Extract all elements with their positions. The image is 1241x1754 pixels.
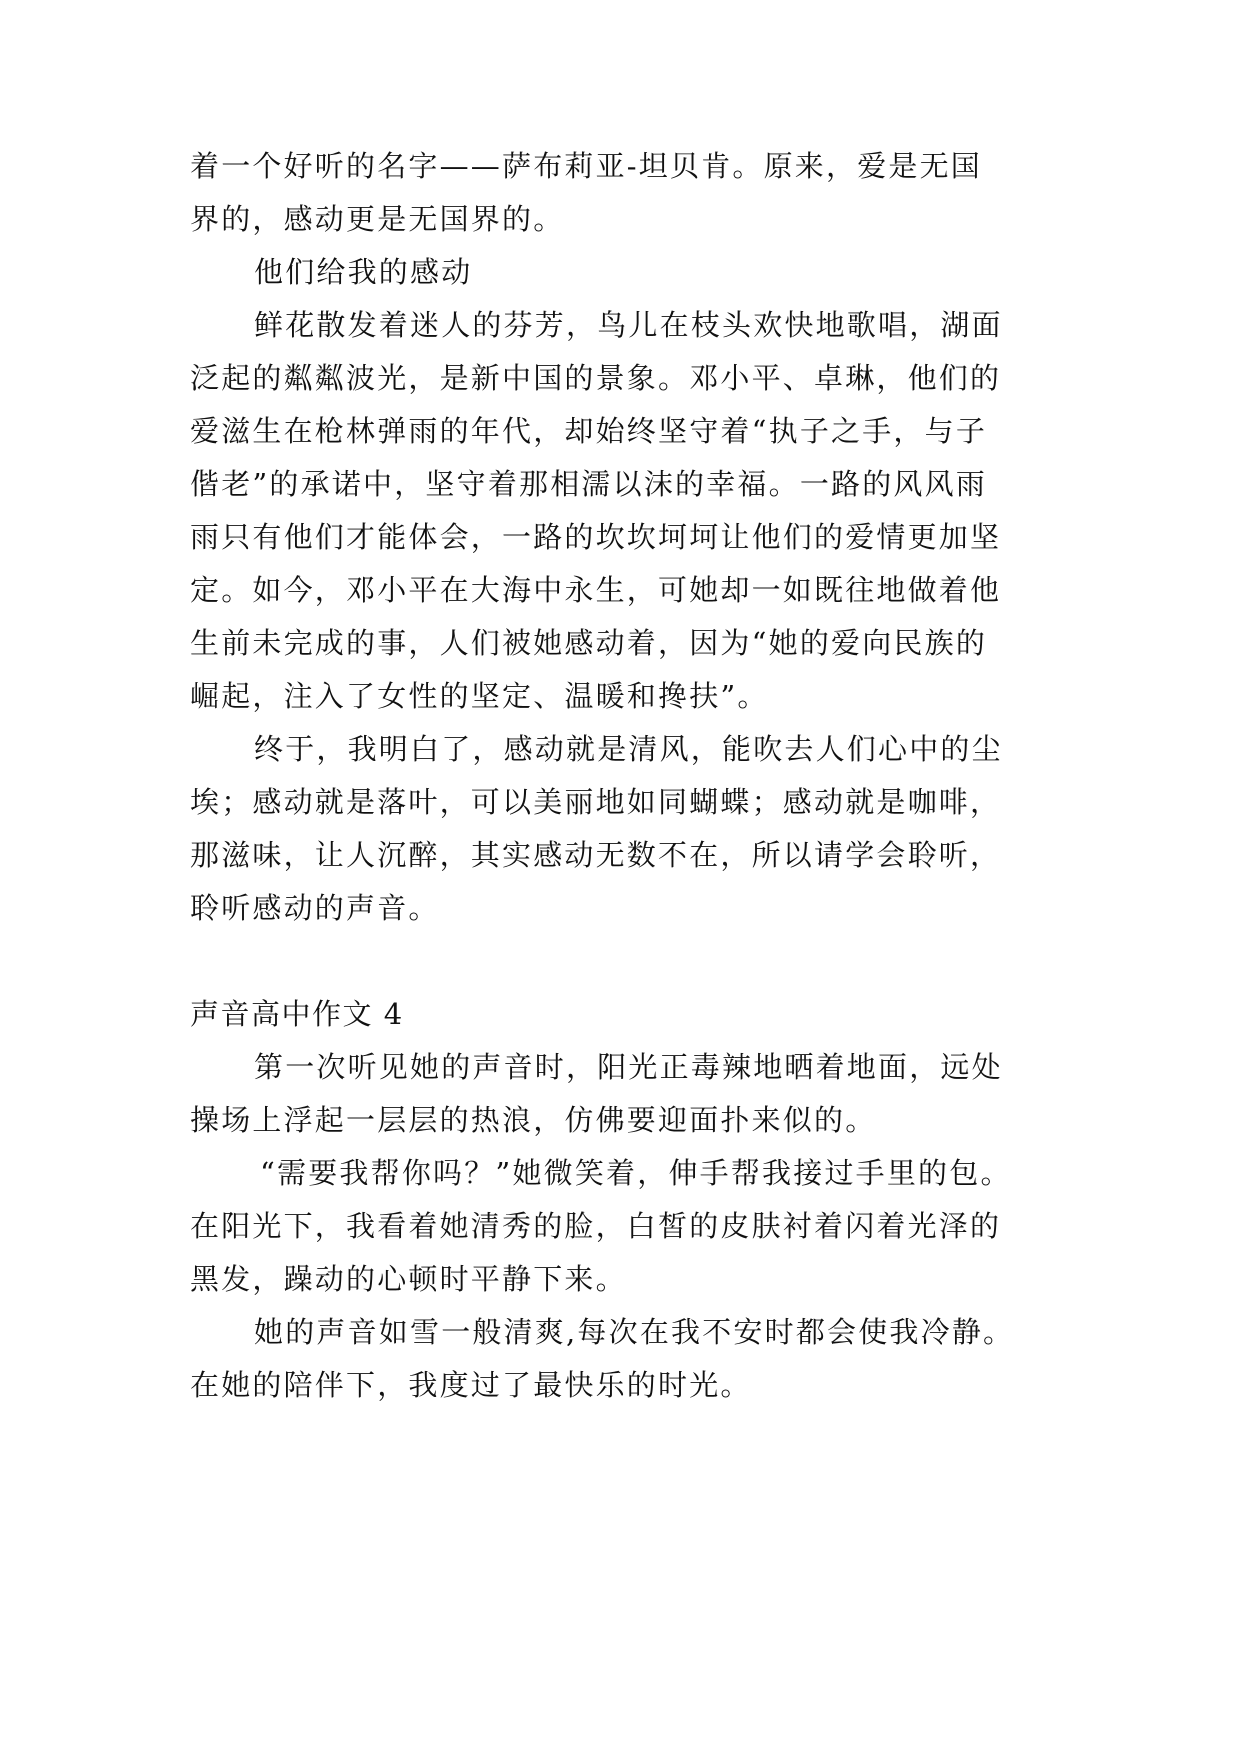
paragraph-line: “需要我帮你吗？”她微笑着，伸手帮我接过手里的包。 — [260, 1156, 1012, 1190]
paragraph-line: 在她的陪伴下，我度过了最快乐的时光。 — [190, 1368, 752, 1402]
document-page — [190, 0, 1052, 1754]
paragraph-line: 鲜花散发着迷人的芬芳，鸟儿在枝头欢快地歌唱，湖面 — [254, 308, 1003, 342]
paragraph-line: 界的，感动更是无国界的。 — [190, 202, 565, 236]
paragraph-line: 着一个好听的名字——萨布莉亚-坦贝肯。原来，爱是无国 — [190, 149, 982, 183]
paragraph-line: 那滋味，让人沉醉，其实感动无数不在，所以请学会聆听， — [190, 838, 1002, 872]
paragraph-line: 生前未完成的事，人们被她感动着，因为“她的爱向民族的 — [190, 626, 988, 660]
paragraph-line: 在阳光下，我看着她清秀的脸，白皙的皮肤衬着闪着光泽的 — [190, 1209, 1002, 1243]
paragraph-line: 定。如今，邓小平在大海中永生，可她却一如既往地做着他 — [190, 573, 1002, 607]
paragraph-line: 泛起的粼粼波光，是新中国的景象。邓小平、卓琳，他们的 — [190, 361, 1002, 395]
paragraph-line: 操场上浮起一层层的热浪，仿佛要迎面扑来似的。 — [190, 1103, 877, 1137]
paragraph-line: 爱滋生在枪林弹雨的年代，却始终坚守着“执子之手，与子 — [190, 414, 988, 448]
paragraph-line: 第一次听见她的声音时，阳光正毒辣地晒着地面，远处 — [254, 1050, 1003, 1084]
section-heading: 声音高中作文 4 — [190, 997, 404, 1031]
paragraph-line: 黑发，躁动的心顿时平静下来。 — [190, 1262, 627, 1296]
paragraph-line: 埃；感动就是落叶，可以美丽地如同蝴蝶；感动就是咖啡， — [190, 785, 1002, 819]
paragraph-line: 崛起，注入了女性的坚定、温暖和搀扶”。 — [190, 679, 769, 713]
paragraph-line: 终于，我明白了，感动就是清风，能吹去人们心中的尘 — [254, 732, 1003, 766]
section-subtitle: 他们给我的感动 — [254, 255, 473, 289]
paragraph-line: 聆听感动的声音。 — [190, 891, 440, 925]
paragraph-line: 雨只有他们才能体会，一路的坎坎坷坷让他们的爱情更加坚 — [190, 520, 1002, 554]
paragraph-line: 她的声音如雪一般清爽,每次在我不安时都会使我冷静。 — [254, 1315, 1015, 1349]
paragraph-line: 偕老”的承诺中，坚守着那相濡以沫的幸福。一路的风风雨 — [190, 467, 988, 501]
